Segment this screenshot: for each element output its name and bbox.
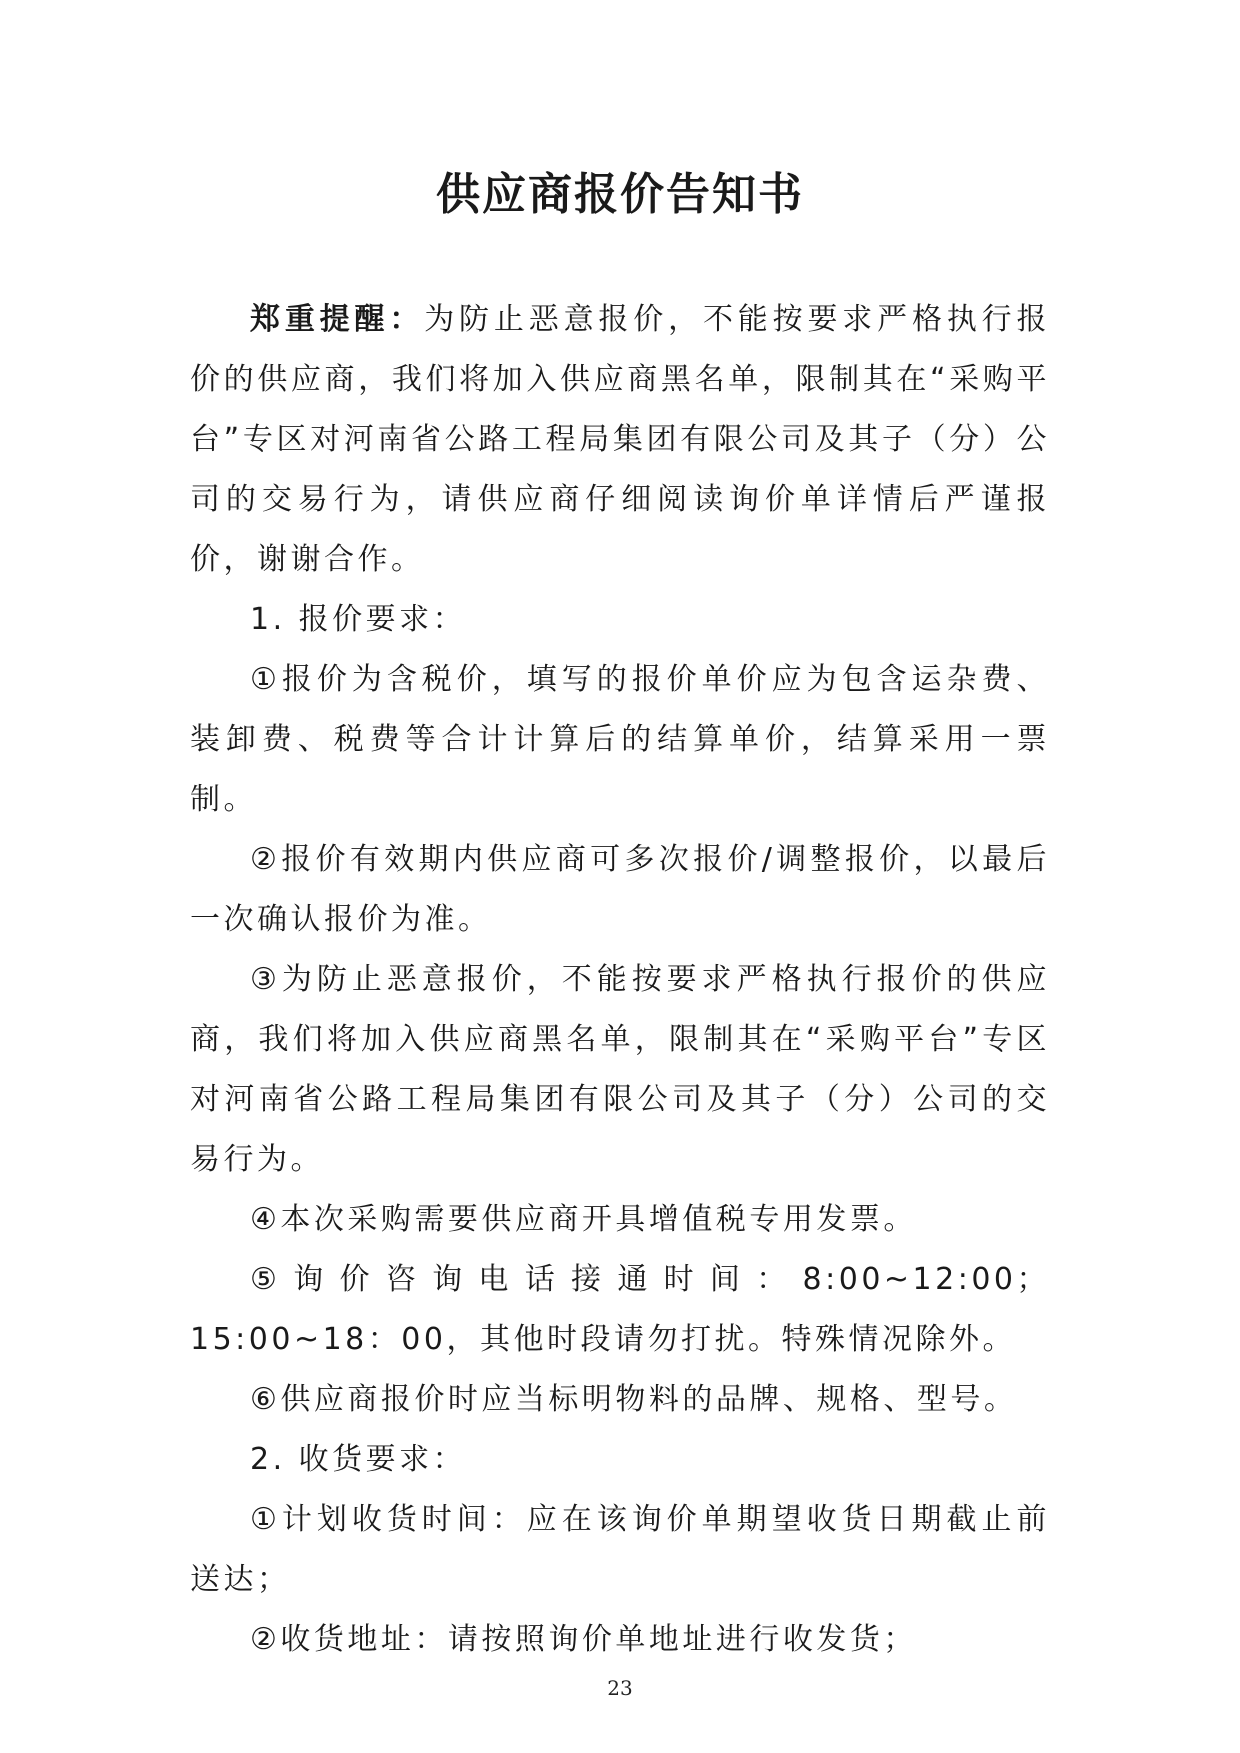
- page-title: 供应商报价告知书: [436, 169, 804, 220]
- document-body: [190, 290, 1050, 1670]
- notice-label: 郑重提醒：: [250, 302, 425, 337]
- list-item: ⑤询价咨询电话接通时间：8:00~12:00；15:00~18：00，其他时段请勿打扰。特殊情况除外。: [190, 1262, 1050, 1357]
- list-item: ②报价有效期内供应商可多次报价/调整报价，以最后一次确认报价为准。: [190, 842, 1050, 937]
- list-item: ①报价为含税价，填写的报价单价应为包含运杂费、装卸费、税费等合计计算后的结算单价，结算采用一票制。: [190, 662, 1050, 817]
- list-item: ②收货地址：请按照询价单地址进行收发货；: [250, 1622, 917, 1657]
- section-heading-quote-requirements: 1. 报价要求：: [250, 602, 467, 637]
- list-item: ⑥供应商报价时应当标明物料的品牌、规格、型号。: [250, 1382, 1018, 1417]
- list-item: ④本次采购需要供应商开具增值税专用发票。: [250, 1202, 917, 1237]
- section-heading-receiving-requirements: 2. 收货要求：: [250, 1442, 467, 1477]
- list-item: ①计划收货时间：应在该询价单期望收货日期截止前送达；: [190, 1502, 1050, 1597]
- list-item: ③为防止恶意报价，不能按要求严格执行报价的供应商，我们将加入供应商黑名单，限制其在“采购平台”专区对河南省公路工程局集团有限公司及其子（分）公司的交易行为。: [190, 962, 1050, 1177]
- notice-text: 为防止恶意报价，不能按要求严格执行报价的供应商，我们将加入供应商黑名单，限制其在“采购平台”专区对河南省公路工程局集团有限公司及其子（分）公司的交易行为，请供应商仔细阅读询价单详情后严谨报价，谢谢合作。: [190, 302, 1051, 577]
- notice-paragraph: [190, 290, 1050, 590]
- page-number: 23: [607, 1676, 633, 1700]
